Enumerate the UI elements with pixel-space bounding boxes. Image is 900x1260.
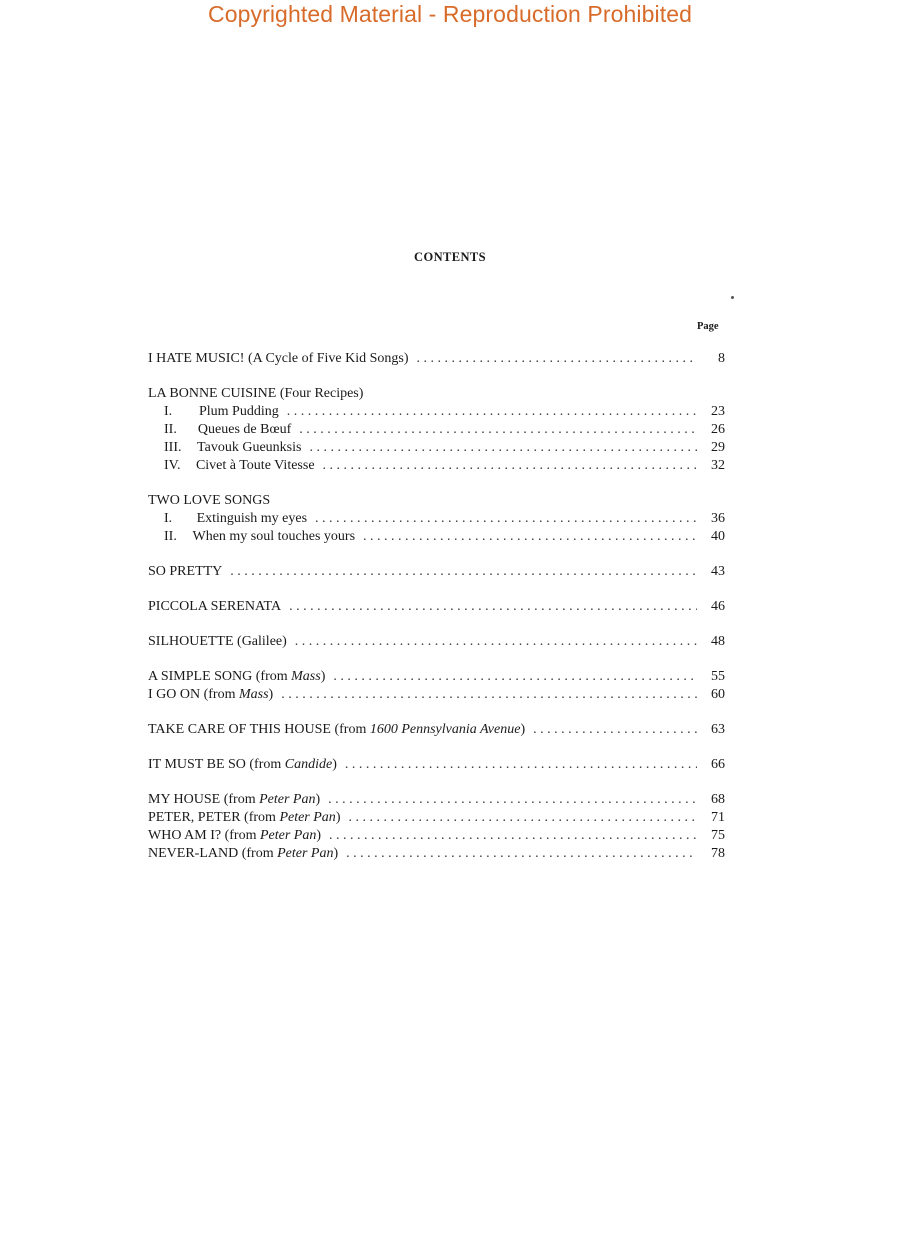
toc-entry bbox=[148, 403, 725, 421]
toc-entry bbox=[148, 563, 725, 581]
entry-title: When my soul touches yours bbox=[192, 529, 356, 544]
entry-page: 55 bbox=[711, 669, 725, 684]
entry-close: ) bbox=[333, 846, 339, 861]
entry-page: 8 bbox=[718, 351, 725, 366]
dot-leader bbox=[295, 633, 697, 651]
toc-entry bbox=[148, 721, 725, 739]
entry-numeral: II. bbox=[164, 529, 177, 544]
entry-page: 46 bbox=[711, 599, 725, 614]
toc-entry bbox=[148, 633, 725, 651]
entry-title bbox=[148, 791, 320, 809]
entry-title bbox=[148, 668, 325, 686]
entry-title: PICCOLA SERENATA bbox=[148, 599, 282, 614]
dot-leader bbox=[281, 686, 697, 704]
entry-title bbox=[148, 686, 273, 704]
entry-close: ) bbox=[316, 828, 322, 843]
dot-leader bbox=[299, 421, 697, 439]
toc-group bbox=[148, 633, 725, 651]
stray-mark bbox=[731, 296, 734, 299]
copyright-watermark: Copyrighted Material - Reproduction Prohibited bbox=[207, 1, 693, 27]
entry-source: Peter Pan bbox=[277, 846, 334, 861]
dot-leader bbox=[309, 439, 697, 457]
entry-title bbox=[148, 827, 321, 845]
entry-page: 36 bbox=[711, 511, 725, 526]
entry-title-text: IT MUST BE SO (from bbox=[148, 757, 285, 772]
toc-entry bbox=[148, 439, 725, 457]
table-of-contents bbox=[148, 350, 725, 880]
entry-source: Mass bbox=[238, 687, 269, 702]
entry-page: 63 bbox=[711, 722, 725, 737]
entry-source: Peter Pan bbox=[259, 828, 317, 843]
entry-title: Civet à Toute Vitesse bbox=[195, 458, 315, 473]
dot-leader bbox=[315, 510, 697, 528]
entry-page: 78 bbox=[711, 846, 725, 861]
group-heading: TWO LOVE SONGS bbox=[148, 493, 271, 508]
entry-title-text: WHO AM I? (from bbox=[148, 828, 260, 843]
toc-entry bbox=[148, 528, 725, 546]
entry-source: Peter Pan bbox=[279, 810, 336, 825]
entry-page: 32 bbox=[711, 458, 725, 473]
dot-leader bbox=[289, 598, 697, 616]
toc-group bbox=[148, 668, 725, 704]
entry-source: 1600 Pennsylvania Avenue bbox=[369, 722, 521, 737]
entry-title bbox=[148, 809, 340, 827]
entry-page: 43 bbox=[711, 564, 725, 579]
toc-entry bbox=[148, 756, 725, 774]
entry-title bbox=[148, 756, 337, 774]
toc-entry bbox=[148, 457, 725, 475]
entry-source: Mass bbox=[291, 669, 321, 684]
entry-close: ) bbox=[332, 757, 337, 772]
dot-leader bbox=[328, 791, 697, 809]
entry-title-text: NEVER-LAND (from bbox=[148, 846, 278, 861]
entry-title-text: MY HOUSE (from bbox=[148, 792, 260, 807]
entry-page: 66 bbox=[711, 757, 725, 772]
toc-entry bbox=[148, 510, 725, 528]
toc-entry bbox=[148, 845, 725, 863]
toc-entry bbox=[148, 668, 725, 686]
dot-leader bbox=[533, 721, 697, 739]
entry-title: Extinguish my eyes bbox=[196, 511, 308, 526]
dot-leader bbox=[323, 457, 697, 475]
entry-page: 60 bbox=[711, 687, 725, 702]
entry-page: 23 bbox=[711, 404, 725, 419]
entry-title bbox=[148, 721, 525, 739]
toc-group bbox=[148, 756, 725, 774]
entry-title-text: TAKE CARE OF THIS HOUSE (from bbox=[148, 722, 370, 737]
toc-group bbox=[148, 598, 725, 616]
toc-group bbox=[148, 563, 725, 581]
toc-entry bbox=[148, 421, 725, 439]
entry-numeral: II. bbox=[164, 422, 177, 437]
entry-page: 29 bbox=[711, 440, 725, 455]
dot-leader bbox=[230, 563, 697, 581]
toc-entry bbox=[148, 827, 725, 845]
entry-numeral: III. bbox=[164, 440, 182, 455]
dot-leader bbox=[287, 403, 697, 421]
entry-source: Peter Pan bbox=[259, 792, 316, 807]
entry-title-text: PETER, PETER (from bbox=[148, 810, 280, 825]
toc-group bbox=[148, 492, 725, 546]
toc-entry bbox=[148, 809, 725, 827]
dot-leader bbox=[348, 809, 697, 827]
toc-group bbox=[148, 385, 725, 475]
entry-title: SO PRETTY bbox=[148, 564, 223, 579]
group-heading: LA BONNE CUISINE (Four Recipes) bbox=[148, 386, 364, 401]
entry-title: SILHOUETTE (Galilee) bbox=[148, 634, 287, 649]
toc-entry bbox=[148, 791, 725, 809]
entry-page: 40 bbox=[711, 529, 725, 544]
page-column-header: Page bbox=[697, 321, 719, 332]
dot-leader bbox=[333, 668, 697, 686]
entry-page: 26 bbox=[711, 422, 725, 437]
entry-numeral: I. bbox=[164, 511, 173, 526]
entry-title: I HATE MUSIC! (A Cycle of Five Kid Songs) bbox=[148, 351, 409, 366]
entry-page: 68 bbox=[711, 792, 725, 807]
entry-title-text: A SIMPLE SONG (from bbox=[148, 669, 292, 684]
page-title: CONTENTS bbox=[414, 250, 486, 264]
entry-close: ) bbox=[268, 687, 274, 702]
entry-close: ) bbox=[320, 669, 326, 684]
toc-entry bbox=[148, 686, 725, 704]
entry-source: Candide bbox=[284, 757, 333, 772]
entry-numeral: IV. bbox=[164, 458, 181, 473]
entry-numeral: I. bbox=[164, 404, 173, 419]
entry-title: Queues de Bœuf bbox=[197, 422, 292, 437]
entry-title: Tavouk Gueunksis bbox=[197, 440, 302, 455]
toc-group bbox=[148, 721, 725, 739]
entry-close: ) bbox=[520, 722, 526, 737]
dot-leader bbox=[346, 845, 697, 863]
toc-entry bbox=[148, 598, 725, 616]
dot-leader bbox=[417, 350, 697, 368]
toc-entry bbox=[148, 350, 725, 368]
dot-leader bbox=[329, 827, 697, 845]
entry-title: Plum Pudding bbox=[198, 404, 279, 419]
entry-title-text: I GO ON (from bbox=[148, 687, 239, 702]
entry-page: 48 bbox=[711, 634, 725, 649]
entry-page: 75 bbox=[711, 828, 725, 843]
dot-leader bbox=[345, 756, 697, 774]
entry-title bbox=[148, 845, 338, 863]
toc-group bbox=[148, 350, 725, 368]
toc-group bbox=[148, 791, 725, 863]
entry-close: ) bbox=[315, 792, 321, 807]
entry-close: ) bbox=[335, 810, 341, 825]
entry-page: 71 bbox=[711, 810, 725, 825]
dot-leader bbox=[363, 528, 697, 546]
